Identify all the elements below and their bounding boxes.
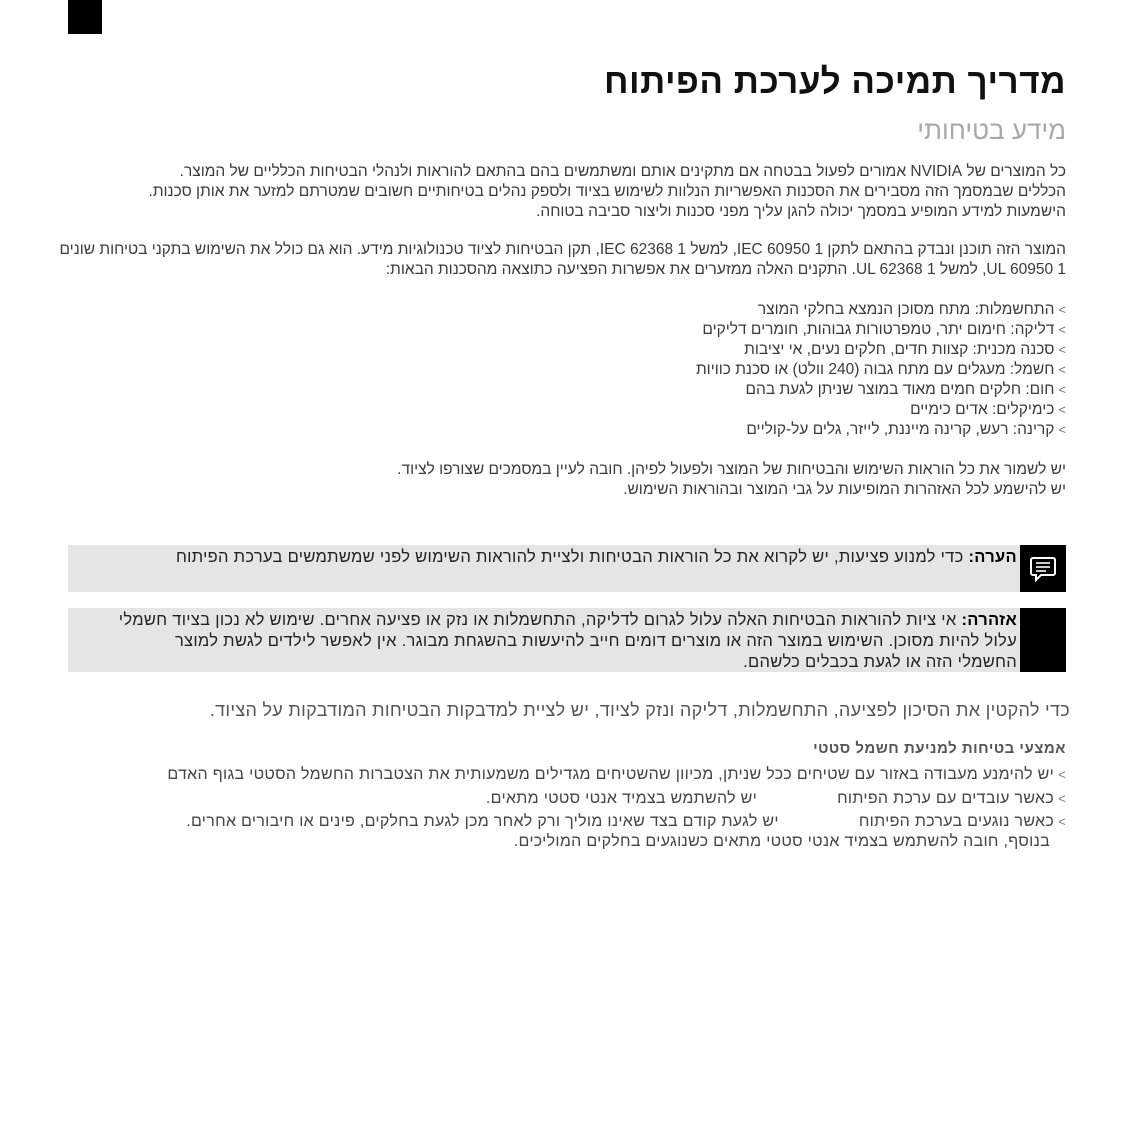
instructions-paragraph — [52, 460, 1066, 500]
page-title: מדריך תמיכה לערכת הפיתוח — [604, 62, 1066, 101]
list-item: >חשמל: מעגלים עם מתח גבוה (240 וולט) או סכנת כוויות — [695, 361, 1066, 378]
static-safety-heading: אמצעי בטיחות למניעת חשמל סטטי — [813, 740, 1066, 757]
instructions-line: יש לשמור את כל הוראות השימוש והבטיחות של המוצר ולפעול לפיהן. חובה לעיין במסמכים שצורפו לציוד. — [397, 461, 1066, 478]
bullet-arrow-icon: > — [1058, 382, 1066, 397]
risk-reduction-text: כדי להקטין את הסיכון לפציעה, התחשמלות, דליקה ונזק לציוד, יש לציית למדבקות הבטיחות המודבקות על הציוד. — [209, 700, 1070, 720]
bullet-arrow-icon: > — [1058, 814, 1066, 829]
corner-registration-mark — [68, 0, 102, 34]
list-item: >כאשר עובדים עם ערכת הפיתוחיש להשתמש בצמיד אנטי סטטי מתאים. — [485, 789, 1066, 807]
list-item: >דליקה: חימום יתר, טמפרטורות גבוהות, חומרים דליקים — [702, 321, 1066, 338]
intro-line: הכללים שבמסמך הזה מסבירים את הסכנות האפשריות הנלוות לשימוש בציוד ולספק נהלים בטיחותיים חשובים שמטרתם למזער את אותן סכנות. — [148, 183, 1066, 200]
bullet-arrow-icon: > — [1058, 767, 1066, 782]
intro-line: כל המוצרים של NVIDIA אמורים לפעול בבטחה אם מתקינים אותם ומשתמשים בהם בהתאם להוראות ולנהלי הבטיחות הכלליים של המוצר. — [179, 163, 1066, 180]
bullet-arrow-icon: > — [1058, 422, 1066, 437]
warning-icon — [1020, 608, 1066, 672]
list-item: >יש להימנע מעבודה באזור עם שטיחים ככל שניתן, מכיוון שהשטיחים מגדילים משמעותית את הצטברות החשמל הסטטי בגוף האדם — [167, 766, 1066, 783]
note-callout — [68, 545, 1066, 592]
list-item: >כאשר נוגעים בערכת הפיתוחיש לגעת קודם בצד שאינו מוליך ורק לאחר מכן לגעת בחלקים, פינים או חיבורים אחרים. בנוסף, חובה להשתמש בצמיד אנטי סטטי מתאים כשנוגעים בחלקים המוליכים. — [186, 813, 1066, 850]
warning-text: אזהרה: אי ציות להוראות הבטיחות האלה עלול לגרום לדליקה, התחשמלות או נזק או פציעה אחרים. שימוש לא נכון בציוד חשמלי עלול להיות מסוכן. השימוש במוצר הזה או מוצרים דומים חייב להיעשות בהשגחת מבוגר. אין לאפשר לילדים לגשת למוצר החשמלי הזה או לגעת בכבלים כלשהם. — [118, 611, 1017, 671]
note-icon — [1020, 545, 1066, 592]
standards-paragraph — [52, 240, 1066, 280]
document-body — [52, 62, 1066, 500]
standards-line: UL 60950 1, למשל UL 62368 1. התקנים האלה ממזערים את אפשרות הפציעה כתוצאה מהסכנות הבאות: — [385, 261, 1066, 278]
note-label: הערה: — [968, 548, 1017, 566]
list-item: >התחשמלות: מתח מסוכן הנמצא בחלקי המוצר — [757, 301, 1066, 318]
bullet-arrow-icon: > — [1058, 302, 1066, 317]
warning-callout — [68, 608, 1066, 672]
bullet-arrow-icon: > — [1058, 362, 1066, 377]
list-item: >קרינה: רעש, קרינה מייננת, לייזר, גלים על-קוליים — [746, 421, 1066, 438]
intro-line: הישמעות למידע המופיע במסמך יכולה להגן עליך מפני סכנות וליצור סביבה בטוחה. — [536, 203, 1066, 220]
list-item: >כימיקלים: אדים כימיים — [910, 401, 1066, 418]
instructions-line: יש להישמע לכל האזהרות המופיעות על גבי המוצר ובהוראות השימוש. — [623, 481, 1066, 498]
note-text: הערה: כדי למנוע פציעות, יש לקרוא את כל הוראות הבטיחות ולציית להוראות השימוש לפני שמשתמשים בערכת הפיתוח — [175, 548, 1017, 566]
bullet-arrow-icon: > — [1058, 342, 1066, 357]
static-safety-list — [60, 763, 1066, 853]
bullet-arrow-icon: > — [1058, 790, 1066, 806]
section-subtitle: מידע בטיחותי — [917, 115, 1066, 145]
standards-line: המוצר הזה תוכנן ונבדק בהתאם לתקן IEC 60950 1, למשל IEC 62368 1, תקן הבטיחות לציוד טכנולוגיות מידע. הוא גם כולל את השימוש בתקני בטיחות שונים — [59, 241, 1066, 258]
warning-label: אזהרה: — [961, 611, 1017, 629]
list-item: >חום: חלקים חמים מאוד במוצר שניתן לגעת בהם — [745, 381, 1066, 398]
intro-paragraph — [52, 162, 1066, 222]
list-item: >סכנה מכנית: קצוות חדים, חלקים נעים, אי יציבות — [744, 341, 1066, 358]
bullet-arrow-icon: > — [1058, 322, 1066, 337]
hazards-list — [52, 300, 1066, 440]
bullet-arrow-icon: > — [1058, 402, 1066, 417]
